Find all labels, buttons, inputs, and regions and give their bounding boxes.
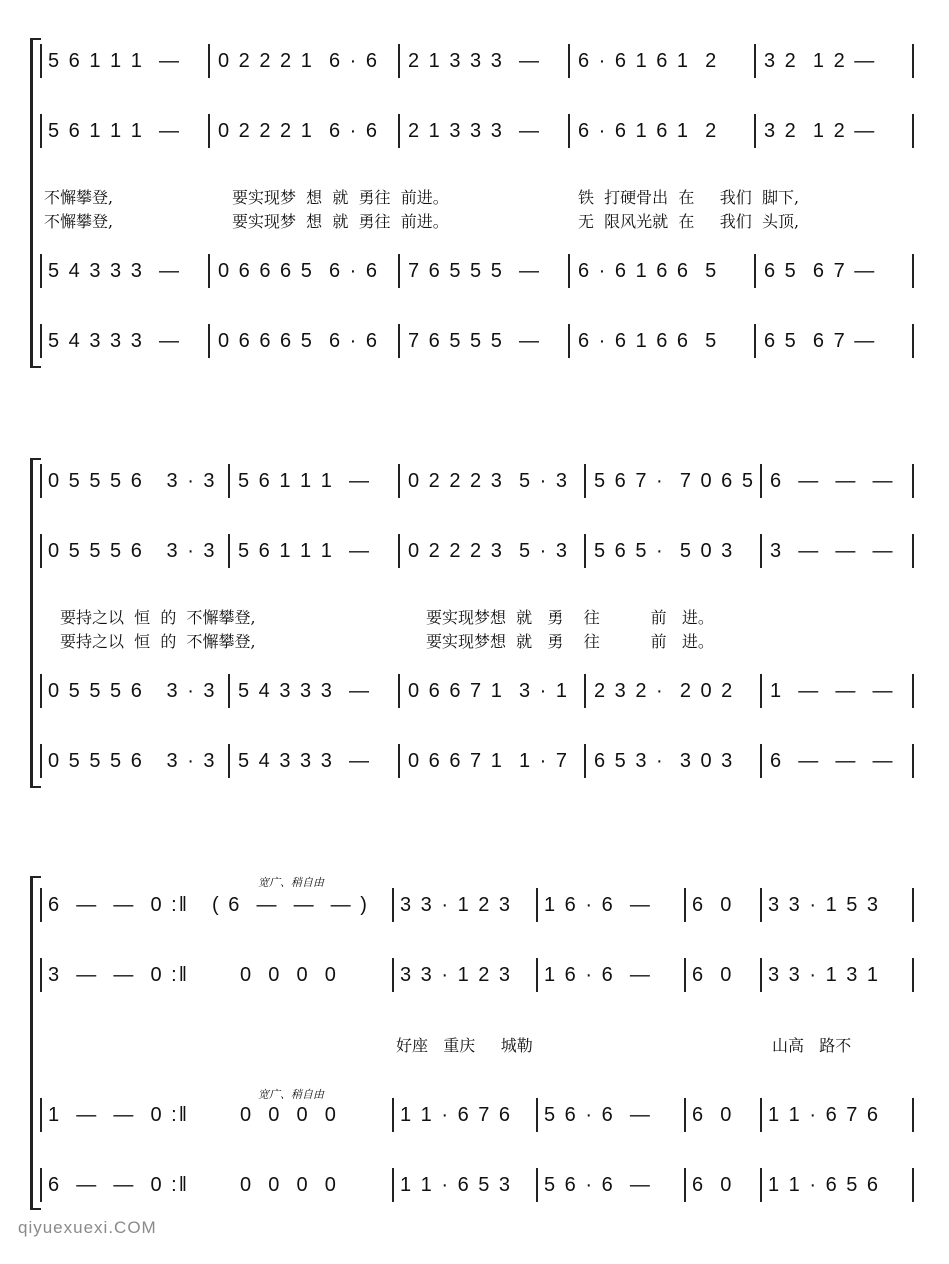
measure: 6 — — 0 :‖ [48, 894, 189, 916]
measure: 7 6 5 5 5 — [408, 330, 541, 352]
measure: 5 4 3 3 3 — [48, 330, 181, 352]
lyric-line: 不懈攀登, 要实现梦 想 就 勇往 前进。 无 限风光就 在 我们 头顶, [44, 212, 800, 231]
measure: 1 1 · 6 7 6 [400, 1104, 513, 1126]
measure: 6 0 [692, 1174, 734, 1196]
measure: 6 · 6 1 6 1 2 [578, 50, 719, 72]
system-brace [30, 458, 41, 788]
measure: 2 3 2 · 2 0 2 [594, 680, 735, 702]
measure: 0 6 6 7 1 1 · 7 [408, 750, 569, 772]
measure: 5 6 · 6 — [544, 1104, 652, 1126]
measure: 1 — — 0 :‖ [48, 1104, 189, 1126]
lyric-line: 不懈攀登, 要实现梦 想 就 勇往 前进。 铁 打硬骨出 在 我们 脚下, [44, 188, 800, 207]
measure: 0 2 2 2 1 6 · 6 [218, 50, 379, 72]
measure: 0 6 6 6 5 6 · 6 [218, 330, 379, 352]
tempo-mark: 宽广、稍自由 [258, 1088, 324, 1101]
measure: 3 — — 0 :‖ [48, 964, 189, 986]
measure: 5 4 3 3 3 — [238, 750, 371, 772]
lyric-line: 好座 重庆 城勒 山高 路不 [396, 1036, 852, 1055]
measure: 6 0 [692, 894, 734, 916]
measure: 5 6 1 1 1 — [48, 120, 181, 142]
measure: 0 0 0 0 [240, 964, 338, 986]
lyric-line: 要持之以 恒 的 不懈攀登, 要实现梦想 就 勇 往 前 进。 [60, 608, 714, 627]
site-watermark: qiyuexuexi.COM [18, 1218, 157, 1237]
measure: 3 3 · 1 2 3 [400, 964, 513, 986]
tempo-mark: 宽广、稍自由 [258, 876, 324, 889]
measure: 6 · 6 1 6 6 5 [578, 330, 719, 352]
measure: 0 5 5 5 6 3 · 3 [48, 750, 217, 772]
measure: 1 1 · 6 5 3 [400, 1174, 513, 1196]
measure: 0 6 6 6 5 6 · 6 [218, 260, 379, 282]
measure: 6 5 3 · 3 0 3 [594, 750, 735, 772]
measure: 1 1 · 6 7 6 [768, 1104, 881, 1126]
measure: 6 · 6 1 6 1 2 [578, 120, 719, 142]
measure: 0 2 2 2 3 5 · 3 [408, 540, 569, 562]
measure: 0 5 5 5 6 3 · 3 [48, 470, 217, 492]
measure: 0 6 6 7 1 3 · 1 [408, 680, 569, 702]
measure: 6 — — 0 :‖ [48, 1174, 189, 1196]
measure: 1 6 · 6 — [544, 964, 652, 986]
system-brace [30, 876, 41, 1210]
measure: 5 4 3 3 3 — [48, 260, 181, 282]
measure: 5 6 1 1 1 — [238, 540, 371, 562]
measure: 1 1 · 6 5 6 [768, 1174, 881, 1196]
measure: 5 6 1 1 1 — [48, 50, 181, 72]
measure: 6 0 [692, 1104, 734, 1126]
measure: 0 2 2 2 3 5 · 3 [408, 470, 569, 492]
measure: 7 6 5 5 5 — [408, 260, 541, 282]
measure: 5 6 1 1 1 — [238, 470, 371, 492]
measure: 3 3 · 1 5 3 [768, 894, 881, 916]
measure: 5 6 7 · 7 0 6 5 [594, 470, 755, 492]
measure: 5 6 · 6 — [544, 1174, 652, 1196]
measure: 2 1 3 3 3 — [408, 120, 541, 142]
measure: 3 3 · 1 3 1 [768, 964, 881, 986]
measure: 1 — — — [770, 680, 895, 702]
measure: 2 1 3 3 3 — [408, 50, 541, 72]
measure: 6 5 6 7 — [764, 260, 877, 282]
measure: 3 2 1 2 — [764, 50, 877, 72]
measure: ( 6 — — — ) [212, 894, 369, 916]
measure: 5 6 5 · 5 0 3 [594, 540, 735, 562]
lyric-line: 要持之以 恒 的 不懈攀登, 要实现梦想 就 勇 往 前 进。 [60, 632, 714, 651]
measure: 6 5 6 7 — [764, 330, 877, 352]
measure: 5 4 3 3 3 — [238, 680, 371, 702]
measure: 3 2 1 2 — [764, 120, 877, 142]
measure: 6 · 6 1 6 6 5 [578, 260, 719, 282]
measure: 1 6 · 6 — [544, 894, 652, 916]
measure: 3 — — — [770, 540, 895, 562]
measure: 0 5 5 5 6 3 · 3 [48, 540, 217, 562]
measure: 0 0 0 0 [240, 1174, 338, 1196]
measure: 0 0 0 0 [240, 1104, 338, 1126]
measure: 3 3 · 1 2 3 [400, 894, 513, 916]
measure: 0 5 5 5 6 3 · 3 [48, 680, 217, 702]
measure: 6 — — — [770, 750, 895, 772]
system-brace [30, 38, 41, 368]
measure: 6 0 [692, 964, 734, 986]
measure: 0 2 2 2 1 6 · 6 [218, 120, 379, 142]
measure: 6 — — — [770, 470, 895, 492]
